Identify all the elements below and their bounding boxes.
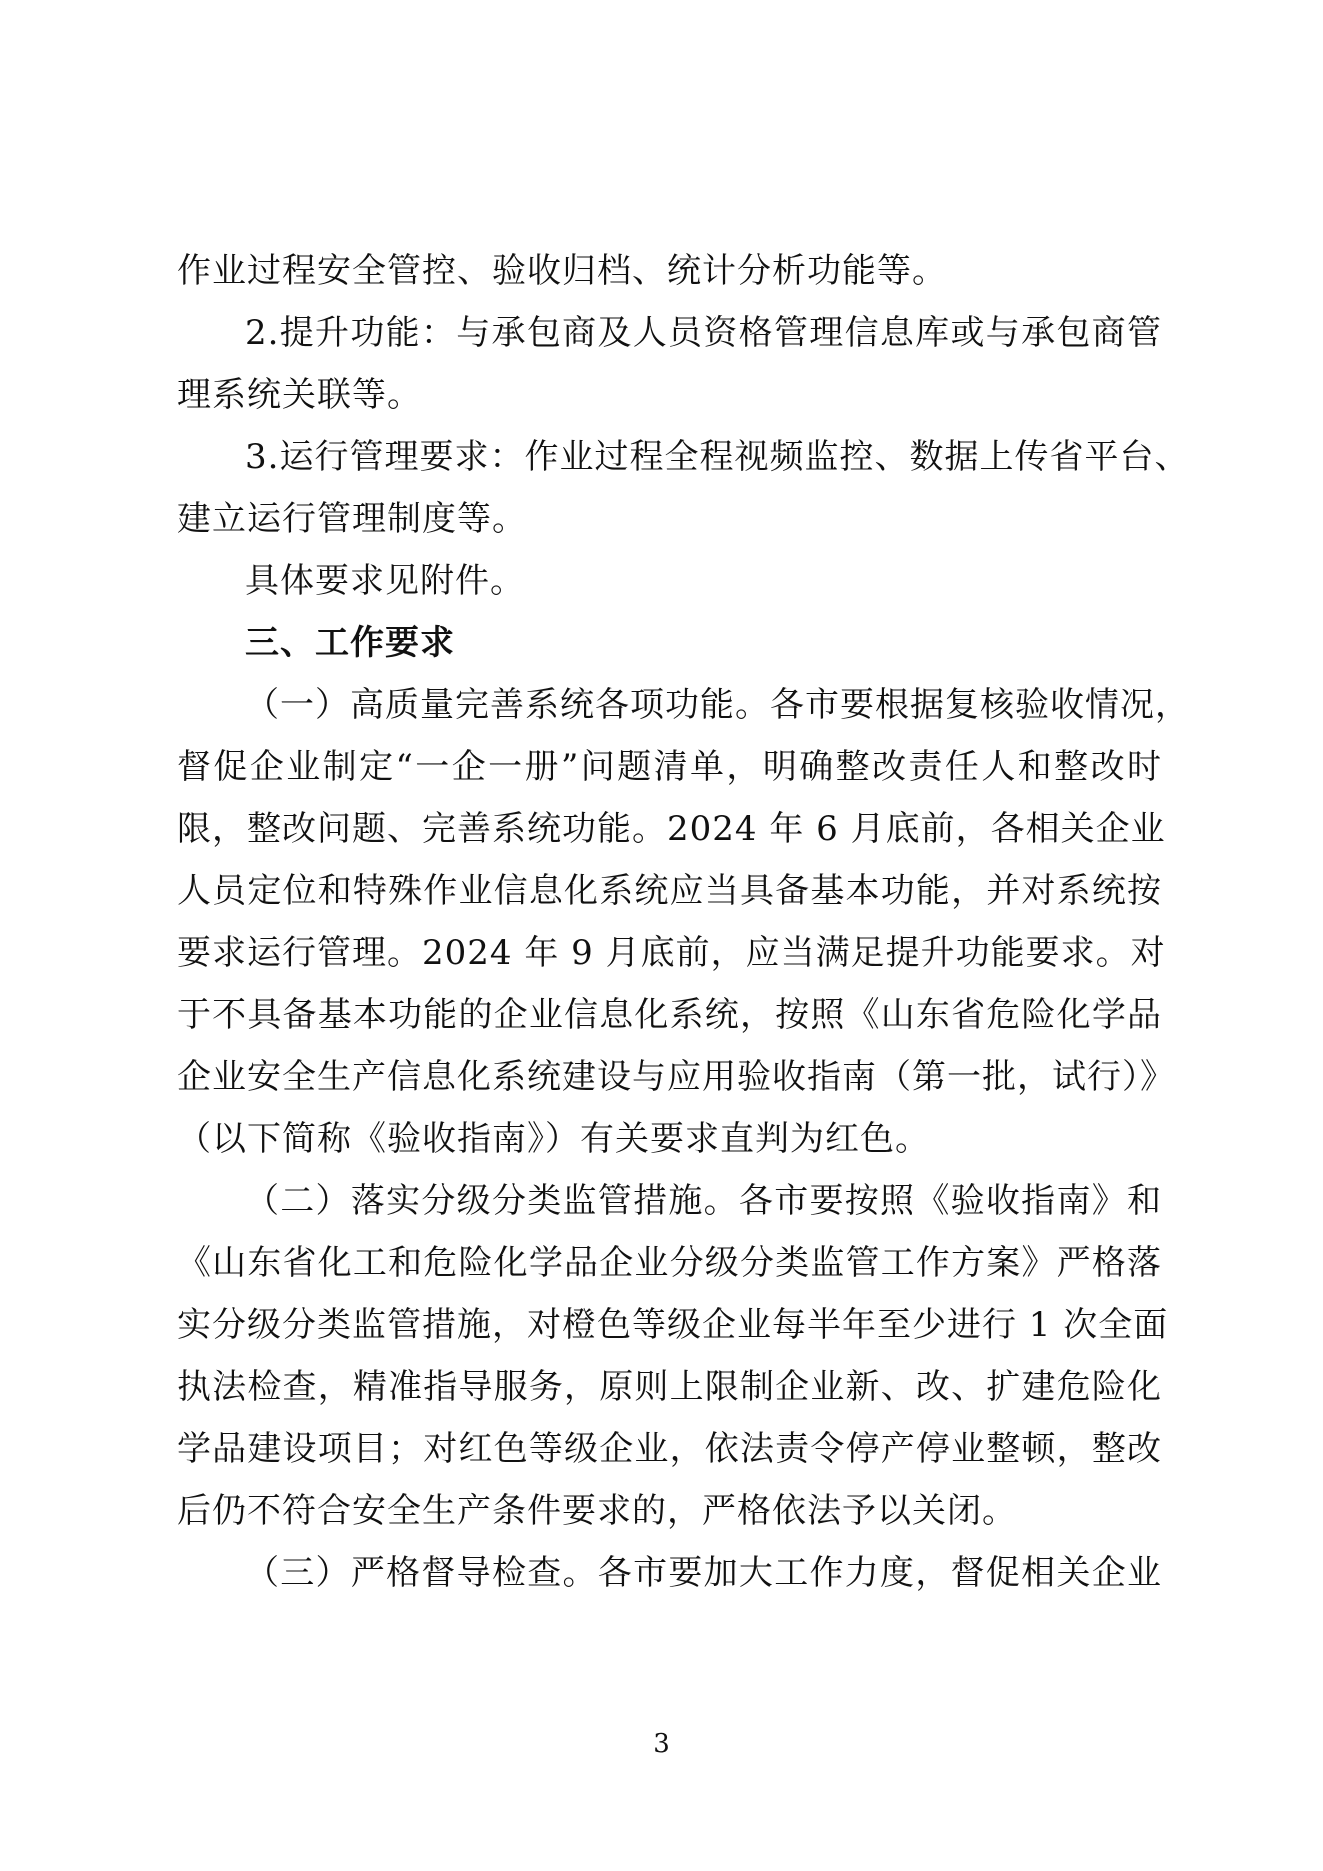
- paragraph-line-14: 企业安全生产信息化系统建设与应用验收指南（第一批，试行）》: [177, 1057, 1175, 1097]
- paragraph-line-2: 2.提升功能：与承包商及人员资格管理信息库或与承包商管: [245, 313, 1162, 353]
- paragraph-line-6: 具体要求见附件。: [245, 561, 525, 601]
- paragraph-line-5: 建立运行管理制度等。: [177, 499, 527, 539]
- section-heading: 三、工作要求: [245, 623, 455, 663]
- paragraph-line-17: 《山东省化工和危险化学品企业分级分类监管工作方案》严格落: [177, 1243, 1162, 1283]
- page-number: 3: [653, 1729, 670, 1759]
- paragraph-line-12: 要求运行管理。2024 年 9 月底前，应当满足提升功能要求。对: [177, 933, 1166, 973]
- paragraph-line-20: 学品建设项目；对红色等级企业，依法责令停产停业整顿，整改: [177, 1429, 1162, 1469]
- paragraph-line-13: 于不具备基本功能的企业信息化系统，按照《山东省危险化学品: [177, 995, 1162, 1035]
- paragraph-line-15: （以下简称《验收指南》）有关要求直判为红色。: [177, 1119, 930, 1159]
- paragraph-line-10: 限，整改问题、完善系统功能。2024 年 6 月底前，各相关企业: [177, 809, 1166, 849]
- paragraph-line-18: 实分级分类监管措施，对橙色等级企业每半年至少进行 1 次全面: [177, 1305, 1169, 1345]
- paragraph-line-11: 人员定位和特殊作业信息化系统应当具备基本功能，并对系统按: [177, 871, 1162, 911]
- document-body: [177, 240, 1190, 1604]
- paragraph-line-1: 作业过程安全管控、验收归档、统计分析功能等。: [177, 251, 947, 291]
- paragraph-line-8: （一）高质量完善系统各项功能。各市要根据复核验收情况，: [245, 685, 1190, 725]
- paragraph-line-22: （三）严格督导检查。各市要加大工作力度，督促相关企业: [245, 1553, 1162, 1593]
- paragraph-line-9: 督促企业制定“一企一册”问题清单，明确整改责任人和整改时: [177, 747, 1162, 787]
- paragraph-line-21: 后仍不符合安全生产条件要求的，严格依法予以关闭。: [177, 1491, 1017, 1531]
- paragraph-line-4: 3.运行管理要求：作业过程全程视频监控、数据上传省平台、: [245, 437, 1190, 477]
- paragraph-line-19: 执法检查，精准指导服务，原则上限制企业新、改、扩建危险化: [177, 1367, 1162, 1407]
- paragraph-line-16: （二）落实分级分类监管措施。各市要按照《验收指南》和: [245, 1181, 1162, 1221]
- paragraph-line-3: 理系统关联等。: [177, 375, 422, 415]
